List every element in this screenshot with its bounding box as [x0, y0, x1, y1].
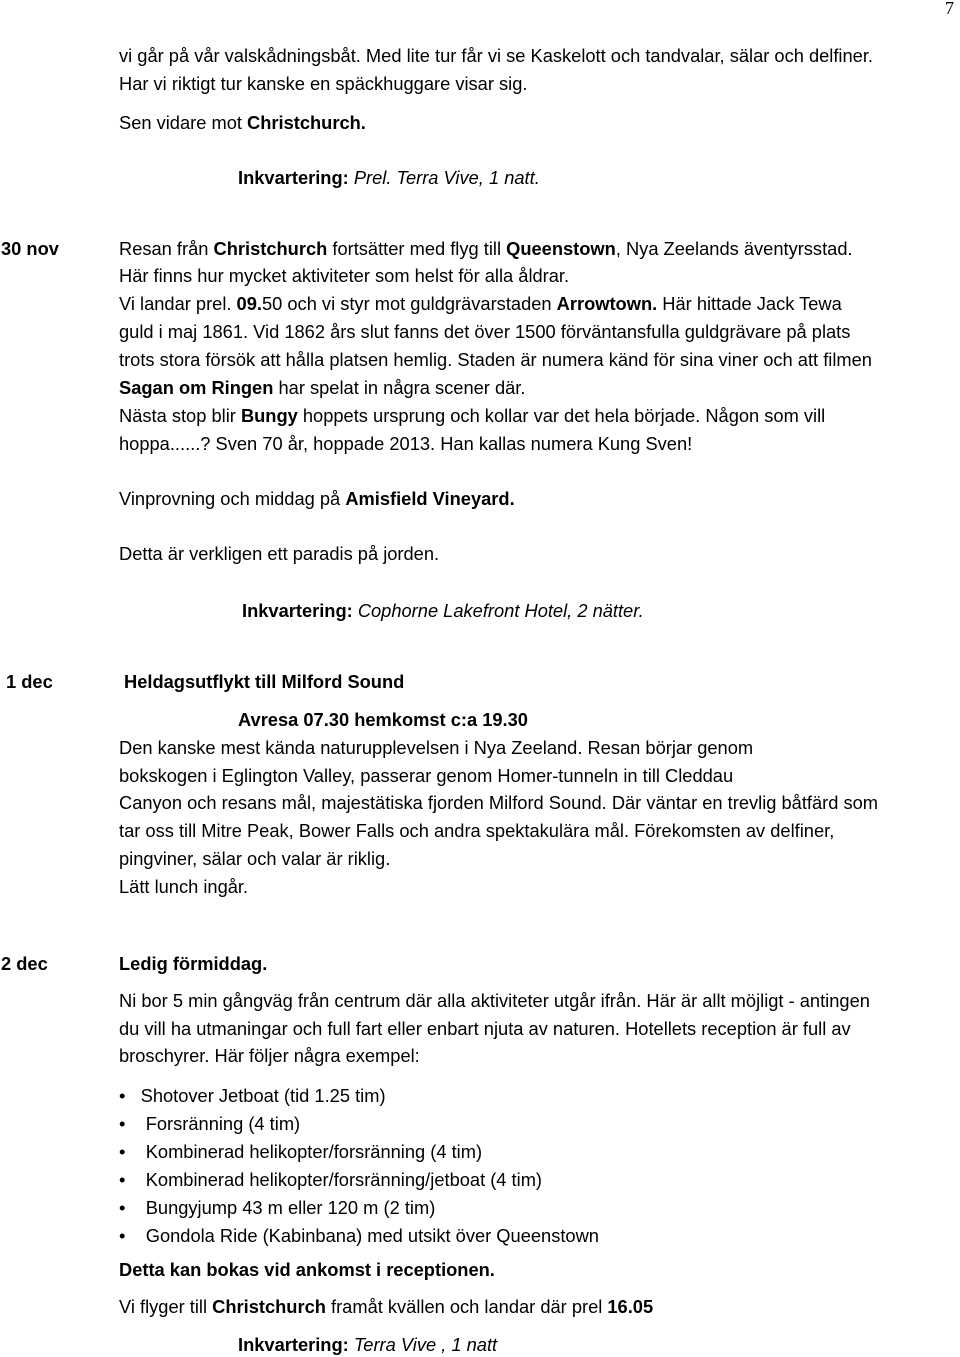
dec2-line-3: broschyrer. Här följer några exempel: [119, 1045, 420, 1066]
nov30-line-2: Här finns hur mycket aktiviteter som helst för alla åldrar. [119, 265, 570, 286]
list-item: • Kombinerad helikopter/forsränning (4 tim) [119, 1141, 483, 1162]
text: , Nya Zeelands äventyrsstad. [615, 238, 853, 259]
text: Sen vidare mot [119, 112, 248, 133]
dec2-accommodation [238, 1334, 497, 1356]
text: Vi landar prel. [119, 293, 237, 314]
text: Resan från [119, 238, 214, 259]
dec1-title: Heldagsutflykt till Milford Sound [124, 671, 405, 692]
dec1-line-2: bokskogen i Eglington Valley, passerar genom Homer-tunneln in till Cleddau [119, 765, 734, 786]
accommodation-label: Inkvartering: [238, 1334, 349, 1355]
activity-text: Shotover Jetboat (tid 1.25 tim) [140, 1085, 386, 1106]
activity-text: Forsränning (4 tim) [145, 1113, 301, 1134]
time: 16.05 [607, 1296, 654, 1317]
accommodation-value: Cophorne Lakefront Hotel, 2 nätter. [352, 600, 644, 621]
dec2-booking: Detta kan bokas vid ankomst i receptionen. [119, 1259, 495, 1280]
vineyard: Amisfield Vineyard. [345, 488, 515, 509]
list-item: • Shotover Jetboat (tid 1.25 tim) [119, 1085, 386, 1106]
nov30-line-5 [119, 349, 872, 371]
accommodation-label: Inkvartering: [238, 167, 349, 188]
date-1-dec: 1 dec [6, 671, 53, 692]
date-30-nov: 30 nov [1, 238, 59, 259]
place: Christchurch [213, 238, 328, 259]
nov30-line-7 [119, 405, 825, 427]
nov30-wine [119, 488, 515, 510]
nov30-line-8: hoppa......? Sven 70 år, hoppade 2013. Han kallas numera Kung Sven! [119, 433, 693, 454]
place: Arrowtown. [556, 293, 658, 314]
dec1-line-5: pingviner, sälar och valar är riklig. [119, 848, 391, 869]
bungy: Bungy [240, 405, 298, 426]
activity-text: Kombinerad helikopter/forsränning (4 tim) [145, 1141, 483, 1162]
place-christchurch: Christchurch. [247, 112, 366, 133]
nov30-paradise: Detta är verkligen ett paradis på jorden. [119, 543, 440, 564]
nov30-accommodation [242, 600, 644, 622]
list-item: • Gondola Ride (Kabinbana) med utsikt över Queenstown [119, 1225, 599, 1246]
intro-line-2: Har vi riktigt tur kanske en späckhuggare visar sig. [119, 73, 528, 94]
list-item: • Kombinerad helikopter/forsränning/jetboat (4 tim) [119, 1169, 543, 1190]
text: Här hittade Jack Tewa [657, 293, 842, 314]
place: Queenstown [506, 238, 616, 259]
text: har spelat in några scener där. [273, 377, 526, 398]
dec2-flight [119, 1296, 653, 1318]
text: guld i maj 1861. [119, 321, 254, 342]
activity-text: Gondola Ride (Kabinbana) med utsikt över Queenstown [145, 1225, 599, 1246]
list-item: • Bungyjump 43 m eller 120 m (2 tim) [119, 1197, 436, 1218]
text: hoppets ursprung och kollar var det hela började. Någon som vill [297, 405, 826, 426]
intro-line-3 [119, 112, 366, 134]
text: Vi flyger till [119, 1296, 213, 1317]
dec2-title: Ledig förmiddag. [119, 953, 268, 974]
film-title: Sagan om Ringen [119, 377, 274, 398]
dec2-line-1: Ni bor 5 min gångväg från centrum där alla aktiviteter utgår ifrån. Här är allt möjligt - antingen [119, 990, 870, 1011]
dec1-line-1: Den kanske mest kända naturupplevelsen i Nya Zeeland. Resan börjar genom [119, 737, 754, 758]
dec1-departure: Avresa 07.30 hemkomst c:a 19.30 [238, 709, 528, 730]
nov30-line-3 [119, 293, 842, 315]
activity-text: Kombinerad helikopter/forsränning/jetboat (4 tim) [145, 1169, 543, 1190]
text: Staden är numera känd för sina viner och att filmen [457, 349, 872, 370]
text: framåt kvällen och landar där prel [325, 1296, 608, 1317]
date-2-dec: 2 dec [1, 953, 48, 974]
intro-line-1: vi går på vår valskådningsbåt. Med lite tur får vi se Kaskelott och tandvalar, sälar och delfiner. [119, 45, 873, 66]
list-item: • Forsränning (4 tim) [119, 1113, 301, 1134]
dec1-line-4: tar oss till Mitre Peak, Bower Falls och andra spektakulära mål. Förekomsten av delfiner, [119, 820, 835, 841]
dec1-line-3: Canyon och resans mål, majestätiska fjorden Milford Sound. Där väntar en trevlig båtfärd som [119, 792, 879, 813]
dec1-line-6: Lätt lunch ingår. [119, 876, 249, 897]
nov30-line-4 [119, 321, 850, 343]
text: Vinprovning och middag på [119, 488, 346, 509]
page-number: 7 [945, 0, 954, 18]
nov30-line-6 [119, 377, 525, 399]
text: Vid 1862 års slut fanns det över 1500 förväntansfulla guldgrävare på plats [253, 321, 851, 342]
accommodation-label: Inkvartering: [242, 600, 353, 621]
time: 09. [236, 293, 262, 314]
text: fortsätter med flyg till [327, 238, 507, 259]
text: Nästa stop blir [119, 405, 241, 426]
activity-text: Bungyjump 43 m eller 120 m (2 tim) [145, 1197, 436, 1218]
dec2-line-2: du vill ha utmaningar och full fart eller enbart njuta av naturen. Hotellets reception är full av [119, 1018, 851, 1039]
accommodation-value: Terra Vive , 1 natt [348, 1334, 498, 1355]
text: 50 och vi styr mot guldgrävarstaden [261, 293, 557, 314]
nov30-line-1 [119, 238, 853, 260]
text: trots stora försök att hålla platsen hemlig. [119, 349, 458, 370]
place: Christchurch [212, 1296, 326, 1317]
intro-accommodation [238, 167, 540, 189]
accommodation-value: Prel. Terra Vive, 1 natt. [348, 167, 540, 188]
